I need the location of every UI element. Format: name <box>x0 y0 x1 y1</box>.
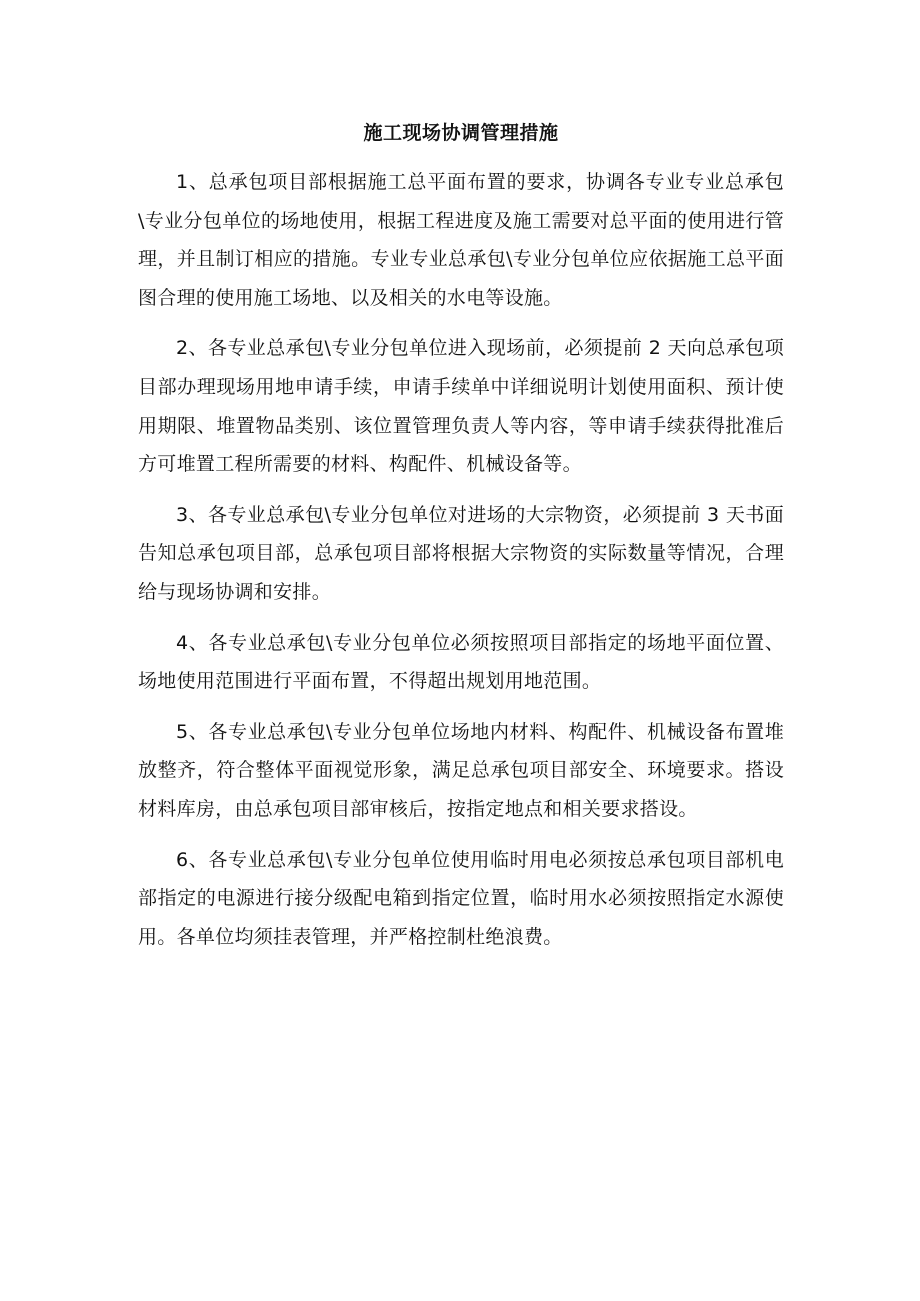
paragraph-5: 5、各专业总承包\专业分包单位场地内材料、构配件、机械设备布置堆放整齐，符合整体平面视觉形象，满足总承包项目部安全、环境要求。搭设材料库房，由总承包项目部审核后，按指定地点和相关要求搭设。 <box>138 720 784 820</box>
document-title: 施工现场协调管理措施 <box>363 122 559 144</box>
paragraph-1: 1、总承包项目部根据施工总平面布置的要求，协调各专业专业总承包\专业分包单位的场地使用，根据工程进度及施工需要对总平面的使用进行管理，并且制订相应的措施。专业专业总承包\专业分包单位应依据施工总平面图合理的使用施工场地、以及相关的水电等设施。 <box>138 171 784 309</box>
paragraph-4: 4、各专业总承包\专业分包单位必须按照项目部指定的场地平面位置、场地使用范围进行平面布置，不得超出规划用地范围。 <box>138 631 784 693</box>
paragraph-3: 3、各专业总承包\专业分包单位对进场的大宗物资，必须提前 3 天书面告知总承包项目部，总承包项目部将根据大宗物资的实际数量等情况，合理给与现场协调和安排。 <box>138 503 784 603</box>
paragraph-2: 2、各专业总承包\专业分包单位进入现场前，必须提前 2 天向总承包项目部办理现场用地申请手续，申请手续单中详细说明计划使用面积、预计使用期限、堆置物品类别、该位置管理负责人等内容，等申请手续获得批准后方可堆置工程所需要的材料、构配件、机械设备等。 <box>138 337 784 476</box>
paragraph-6: 6、各专业总承包\专业分包单位使用临时用电必须按总承包项目部机电部指定的电源进行接分级配电箱到指定位置，临时用水必须按照指定水源使用。各单位均须挂表管理，并严格控制杜绝浪费。 <box>138 848 784 948</box>
